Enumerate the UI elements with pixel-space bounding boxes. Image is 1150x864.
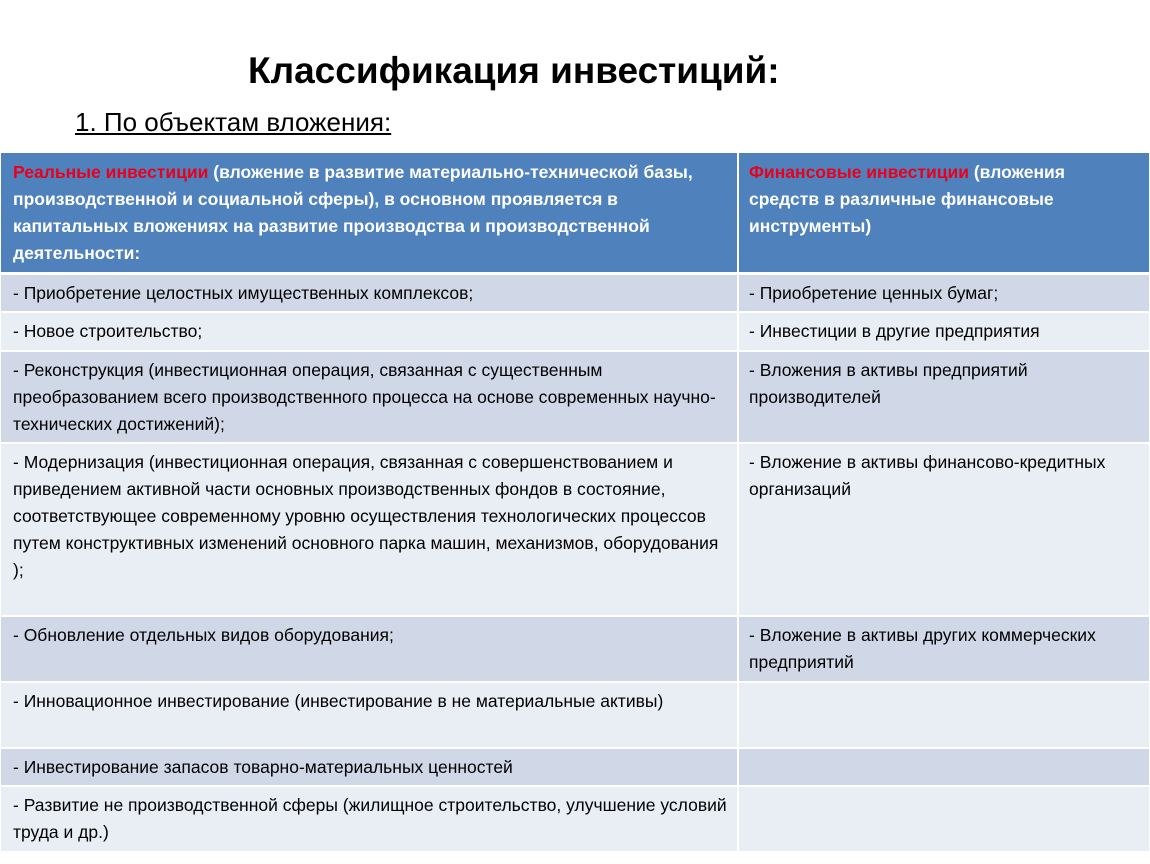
table-row [1, 748, 1149, 786]
header-financial-term: Финансовые инвестиции [749, 162, 969, 182]
header-financial-description: (вложения средств в различные финансовые инструменты) [749, 162, 1065, 236]
financial-item: - Вложение в активы финансово-кредитных организаций [738, 443, 1149, 616]
real-item: - Приобретение целостных имущественных комплексов; [1, 273, 738, 312]
financial-item: - Инвестиции в другие предприятия [738, 312, 1149, 351]
real-item: - Обновление отдельных видов оборудования; [1, 616, 738, 682]
slide-subtitle: 1. По объектам вложения: [75, 107, 392, 137]
financial-item [738, 748, 1149, 786]
financial-item [738, 786, 1149, 852]
slide-title: Классификация инвестиций: [248, 50, 780, 91]
table-row [1, 351, 1149, 443]
header-financial-investments [738, 153, 1149, 273]
header-real-investments [1, 153, 738, 273]
table-row [1, 616, 1149, 682]
real-item: - Новое строительство; [1, 312, 738, 351]
real-item: - Инновационное инвестирование (инвестирование в не материальные активы) [1, 682, 738, 748]
real-item: - Инвестирование запасов товарно-материальных ценностей [1, 748, 738, 786]
financial-item: - Приобретение ценных бумаг; [738, 273, 1149, 312]
header-real-term: Реальные инвестиции [13, 162, 209, 182]
table-row [1, 786, 1149, 852]
real-item: - Модернизация (инвестиционная операция, связанная с совершенствованием и приведением активной части основных производственных фондов в состояние, соответствующее современному уровню осуществления технологических процессов путем конструктивных изменений основного парка машин, механизмов, оборудования ); [1, 443, 738, 616]
real-item: - Реконструкция (инвестиционная операция, связанная с существенным преобразованием всего производственного процесса на основе современных научно-технических достижений); [1, 351, 738, 443]
table-row [1, 312, 1149, 351]
real-item: - Развитие не производственной сферы (жилищное строительство, улучшение условий труда и др.) [1, 786, 738, 852]
financial-item: - Вложения в активы предприятий производителей [738, 351, 1149, 443]
financial-item: - Вложение в активы других коммерческих предприятий [738, 616, 1149, 682]
investment-classification-table [1, 153, 1149, 853]
table-header-row [1, 153, 1149, 273]
header-real-description: (вложение в развитие материально-технической базы, производственной и социальной сферы), в основном проявляется в капитальных вложениях на развитие производства и производственной деятельности: [13, 162, 693, 263]
table-row [1, 682, 1149, 748]
table-row [1, 273, 1149, 312]
table-row [1, 443, 1149, 616]
financial-item [738, 682, 1149, 748]
